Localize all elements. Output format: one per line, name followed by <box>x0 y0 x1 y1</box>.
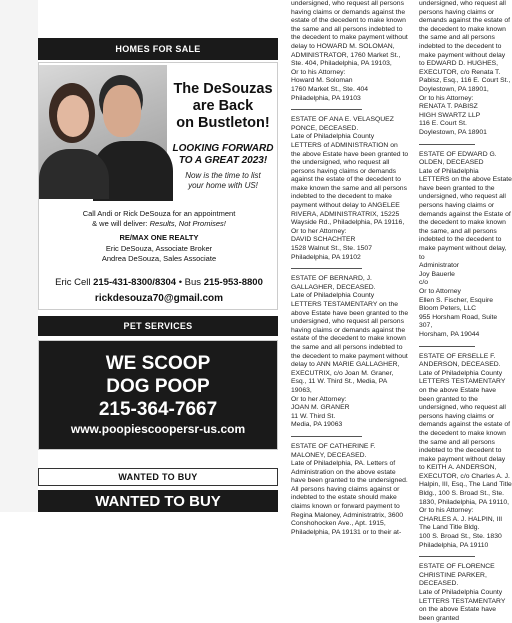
pet-ad <box>38 340 278 450</box>
tagline-line-1: LOOKING FORWARD <box>172 143 274 154</box>
notice-line: 100 S. Broad St., Ste. 1830 <box>419 533 502 541</box>
notice-line: undersigned, who request all persons having claims or demands against the estate of the decedent to make known the same and all persons indebted to the decedent to make payment without delay to HOWARD M. SOLOMAN, ADMINISTRATOR, 1760 Market St., Ste. 404, Philadelphia, PA 19103, <box>291 0 408 68</box>
notice-line: Or to his Attorney: <box>419 507 474 515</box>
realtor-ad-call <box>39 209 279 229</box>
call-line-2-slogan: Results, Not Promises! <box>149 219 226 228</box>
pet-ad-line-2: DOG POOP <box>106 376 210 397</box>
cell-number: 215-431-8300/8304 <box>93 277 177 288</box>
notice-line: Or to his Attorney: <box>291 68 346 76</box>
company-name: RE/MAX ONE REALTY <box>119 233 199 242</box>
notice-line: JOAN M. GRANER <box>291 404 350 412</box>
section-header-wanted <box>38 468 278 486</box>
notice-line: Or to Attorney <box>419 288 461 295</box>
realtor-ad <box>38 62 278 310</box>
cell-label: Eric Cell <box>55 277 94 288</box>
notice-line: HIGH SWARTZ LLP <box>419 111 481 119</box>
notice-line: Late of Philadelphia County <box>291 133 375 141</box>
realtor-photo <box>39 65 167 193</box>
section-header-pets <box>38 316 278 336</box>
section-header-homes-label: HOMES FOR SALE <box>115 44 201 54</box>
notice-line: Media, PA 19063 <box>291 421 343 429</box>
notice-line: Or to his Attorney: <box>419 94 474 102</box>
notice-line: ESTATE OF ERSELLE F. ANDERSON, DECEASED. <box>419 352 501 369</box>
notice-line: Late of Philadelphia <box>419 167 479 175</box>
pet-ad-line-1: WE SCOOP <box>105 353 211 374</box>
tagline-line-2: TO A GREAT 2023! <box>178 155 268 166</box>
notice-line: Administrator <box>419 262 460 270</box>
notice-divider <box>291 109 362 110</box>
notice-line: Bloom Peters, LLC <box>419 305 477 313</box>
section-header-homes <box>38 38 278 60</box>
notice-line: Horsham, PA 19044 <box>419 330 480 338</box>
woman-shirt <box>39 149 109 199</box>
legal-notices-column-2 <box>419 0 512 622</box>
notice-line: Howard M. Soloman <box>291 77 353 85</box>
notice-line: Philadelphia, PA 19103 <box>291 94 361 102</box>
notice-line: 1760 Market St., Ste. 404 <box>291 85 369 93</box>
call-line-2-lead: & we will deliver: <box>92 219 150 228</box>
notice-line: Joy Bauerle <box>419 270 455 278</box>
title-line-1: The DeSouzas <box>173 81 273 97</box>
pet-ad-url: www.poopiescoopersr-us.com <box>70 422 246 436</box>
notice-line: Ellen S. Fischer, Esquire <box>419 296 494 304</box>
notice-line: Philadelphia, PA 19110 <box>419 541 489 549</box>
notice-line: Late of Philadelphia, PA. Letters of Administration on the above estate have been granted to the undersigned. All persons having claims against or indebted to the estate should make claims known or forward payment to Regina Maloney, Administratrix, 3600 Conshohocken Ave., Apt. 1915, Philadelphia, PA 19131 or to their at- <box>291 460 408 536</box>
pet-ad-phone: 215-364-7667 <box>98 399 218 420</box>
realtor-ad-tagline <box>167 143 279 167</box>
notice-line: Or to her Attorney: <box>291 395 347 403</box>
wanted-ad <box>38 490 278 512</box>
notice-line: ESTATE OF ANA E. VELASQUEZ PONCE, DECEASED. <box>291 116 394 132</box>
call-line-2 <box>39 219 279 229</box>
legal-notices-column-1 <box>291 0 409 536</box>
section-header-wanted-label: WANTED TO BUY <box>118 472 198 482</box>
notice-line: ESTATE OF FLORENCE CHRISTINE PARKER, DECEASED. <box>419 563 495 588</box>
section-header-pets-label: PET SERVICES <box>123 321 193 331</box>
realtor-ad-phones <box>39 277 279 289</box>
notice-divider <box>291 436 362 437</box>
call-line-1: Call Andi or Rick DeSouza for an appointment <box>82 209 236 218</box>
notice-line: ESTATE OF CATHERINE F. MALONEY, DECEASED. <box>291 442 376 459</box>
page-margin <box>0 0 38 512</box>
notice-line: LETTERS TESTAMENTARY on the above Estate have been granted to the undersigned, who request all persons having claims or demands against the estate of the decedent to make known the same and all persons indebted to the decedent to make payment without delay to ANN MARIE GALLAGHER, EXECUTRIX, c/o Joan M. Graner, Esq., 11 W. Third St., Media, PA 19063, <box>291 301 409 394</box>
realtor-ad-note <box>167 171 279 191</box>
bus-label: • Bus <box>176 277 204 288</box>
notice-line: RENATA T. PABISZ <box>419 103 478 111</box>
notice-line: 116 E. Court St. <box>419 120 467 128</box>
notice-divider <box>291 268 362 269</box>
man-face <box>103 85 141 137</box>
notice-line: undersigned, who request all persons having claims or demands against the estate of the decedent to make known the same and all persons indebted to the decedent to make payment without delay to EDWARD D. HUGHES, EXECUTOR, c/o Renata T. Pabisz, Esq., 116 E. Court St., Doylestown, PA 18901, <box>419 0 511 93</box>
notice-divider <box>419 144 475 145</box>
title-line-2: are Back <box>192 98 254 114</box>
notice-line: Late of Philadelphia County <box>419 589 503 596</box>
notice-line: 955 Horsham Road, Suite 307, <box>419 313 498 330</box>
note-line-1: Now is the time to list <box>185 171 261 180</box>
notice-line: DAVID SCHACHTER <box>291 236 356 244</box>
woman-face <box>57 95 89 137</box>
notice-line: Late of Philadelphia County <box>419 369 503 377</box>
agent-1: Eric DeSouza, Associate Broker <box>105 243 213 253</box>
notice-line: 11 W. Third St. <box>291 412 336 420</box>
notice-line: CHARLES A. J. HALPIN, III <box>419 515 503 523</box>
notice-line: Philadelphia, PA 19102 <box>291 253 361 261</box>
notice-line: Or to her Attorney: <box>291 227 347 235</box>
realtor-ad-agents <box>39 233 279 265</box>
notice-line: Doylestown, PA 18901 <box>419 128 487 136</box>
bus-number: 215-953-8800 <box>203 277 263 288</box>
notice-line: 1528 Walnut St., Ste. 1507 <box>291 245 372 253</box>
notice-line: The Land Title Bldg. <box>419 524 480 532</box>
notice-line: LETTERS of ADMINISTRATION on the above Estate have been granted to the undersigned, who request all persons having claims or demands against the estate of the decedent to make known the same and all persons indebted to the decedent to make payment without delay to ANGELEE RIVERA, ADMINISTRATRIX, 15225 Wayside Rd., Philadelphia, PA 19116, <box>291 141 409 227</box>
notice-line: LETTERS on the above Estate have been granted to the undersigned, who request all persons having claims or demands against the Estate of the decedent to make known the same, and all persons indebted to the decedent to make payment without delay, to <box>419 176 512 261</box>
notice-line: LETTERS TESTAMENTARY on the above Estate have been granted <box>419 597 506 622</box>
notice-divider <box>419 346 475 347</box>
notice-line: ESTATE OF EDWARD G. OLDEN, DECEASED <box>419 150 497 167</box>
realtor-ad-title <box>167 81 279 132</box>
note-line-2: your home with US! <box>188 181 258 190</box>
notice-line: ESTATE OF BERNARD, J. GALLAGHER, DECEASED. <box>291 275 376 291</box>
realtor-email: rickdesouza70@gmail.com <box>94 293 224 304</box>
notice-line: LETTERS TESTAMENTARY on the above Estate have been granted to the undersigned, who request all persons having claims or demands against the estate of the decedent to make known the same and all persons indebted to the decedent to make payment without delay to KEITH A. ANDERSON, EXECUTOR, c/o Charles A. J. Halpin, III, Esq., The Land Title Bldg., 100 S. Broad St., Ste. 1830, Philadelphia, PA 19110, <box>419 378 512 506</box>
notice-line: c/o <box>419 279 429 287</box>
title-line-3: on Bustleton! <box>176 115 270 131</box>
notice-divider <box>419 556 475 557</box>
wanted-ad-headline: WANTED TO BUY <box>95 493 221 510</box>
agent-2: Andrea DeSouza, Sales Associate <box>101 254 217 263</box>
notice-line: Late of Philadelphia County <box>291 292 375 300</box>
